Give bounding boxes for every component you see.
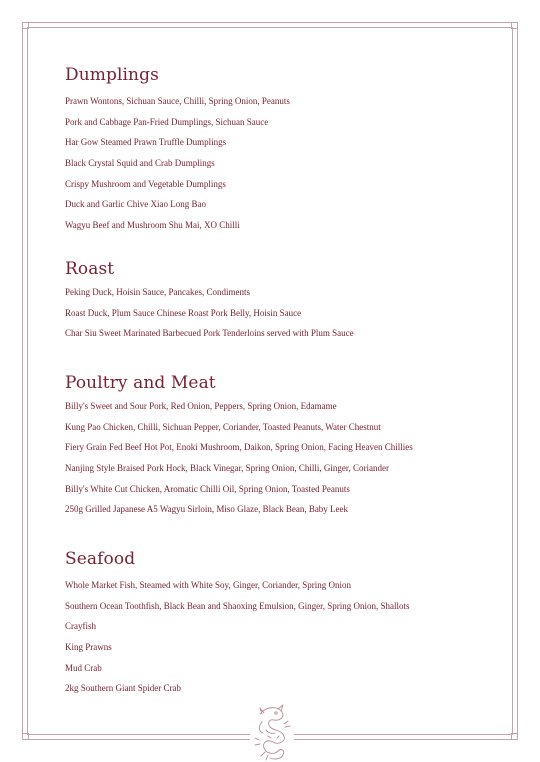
menu-item: Black Crystal Squid and Crab Dumplings — [65, 158, 215, 169]
border-corner-bottom-right — [511, 733, 518, 740]
menu-item: Crayfish — [65, 621, 96, 632]
menu-item: Peking Duck, Hoisin Sauce, Pancakes, Condiments — [65, 287, 250, 297]
menu-item: Roast Duck, Plum Sauce Chinese Roast Pork Belly, Hoisin Sauce — [65, 307, 302, 318]
menu-item: Prawn Wontons, Sichuan Sauce, Chilli, Spring Onion, Peanuts — [65, 96, 290, 106]
menu-item: Billy's White Cut Chicken, Aromatic Chilli Oil, Spring Onion, Toasted Peanuts — [65, 483, 350, 494]
menu-item: Pork and Cabbage Pan-Fried Dumplings, Sichuan Sauce — [65, 116, 269, 127]
menu-item: Fiery Grain Fed Beef Hot Pot, Enoki Mushroom, Daikon, Spring Onion, Facing Heaven Chillies — [65, 442, 413, 453]
item-list-roast — [65, 285, 354, 347]
menu-item: Billy's Sweet and Sour Pork, Red Onion, Peppers, Spring Onion, Edamame — [65, 401, 337, 411]
item-list-poultry-and-meat — [65, 399, 413, 523]
menu-item: Har Gow Steamed Prawn Truffle Dumplings — [65, 137, 227, 148]
menu-item: Kung Pao Chicken, Chilli, Sichuan Pepper, Coriander, Toasted Peanuts, Water Chestnut — [65, 421, 381, 432]
menu-item: 2kg Southern Giant Spider Crab — [65, 683, 181, 694]
section-title-dumplings: Dumplings — [65, 65, 159, 85]
menu-item: Nanjing Style Braised Pork Hock, Black Vinegar, Spring Onion, Chilli, Ginger, Coriander — [65, 463, 390, 474]
item-list-seafood — [65, 578, 410, 702]
border-corner-top-right — [511, 22, 518, 29]
menu-item: Southern Ocean Toothfish, Black Bean and Shaoxing Emulsion, Ginger, Spring Onion, Shallots — [65, 600, 410, 611]
section-title-poultry-and-meat: Poultry and Meat — [65, 373, 216, 393]
menu-item: Mud Crab — [65, 662, 102, 673]
border-corner-top-left — [22, 22, 29, 29]
section-title-roast: Roast — [65, 259, 115, 279]
section-title-seafood: Seafood — [65, 549, 136, 569]
menu-item: Crispy Mushroom and Vegetable Dumplings — [65, 178, 226, 189]
dragon-crest-icon — [250, 700, 294, 762]
menu-item: Wagyu Beef and Mushroom Shu Mai, XO Chilli — [65, 220, 240, 231]
item-list-dumplings — [65, 94, 290, 239]
menu-item: Duck and Garlic Chive Xiao Long Bao — [65, 199, 206, 210]
menu-item: King Prawns — [65, 642, 112, 653]
border-corner-bottom-left — [22, 733, 29, 740]
menu-item: 250g Grilled Japanese A5 Wagyu Sirloin, Miso Glaze, Black Bean, Baby Leek — [65, 504, 349, 515]
menu-item: Whole Market Fish, Steamed with White Soy, Ginger, Coriander, Spring Onion — [65, 580, 351, 590]
menu-item: Char Siu Sweet Marinated Barbecued Pork Tenderloins served with Plum Sauce — [65, 328, 354, 339]
